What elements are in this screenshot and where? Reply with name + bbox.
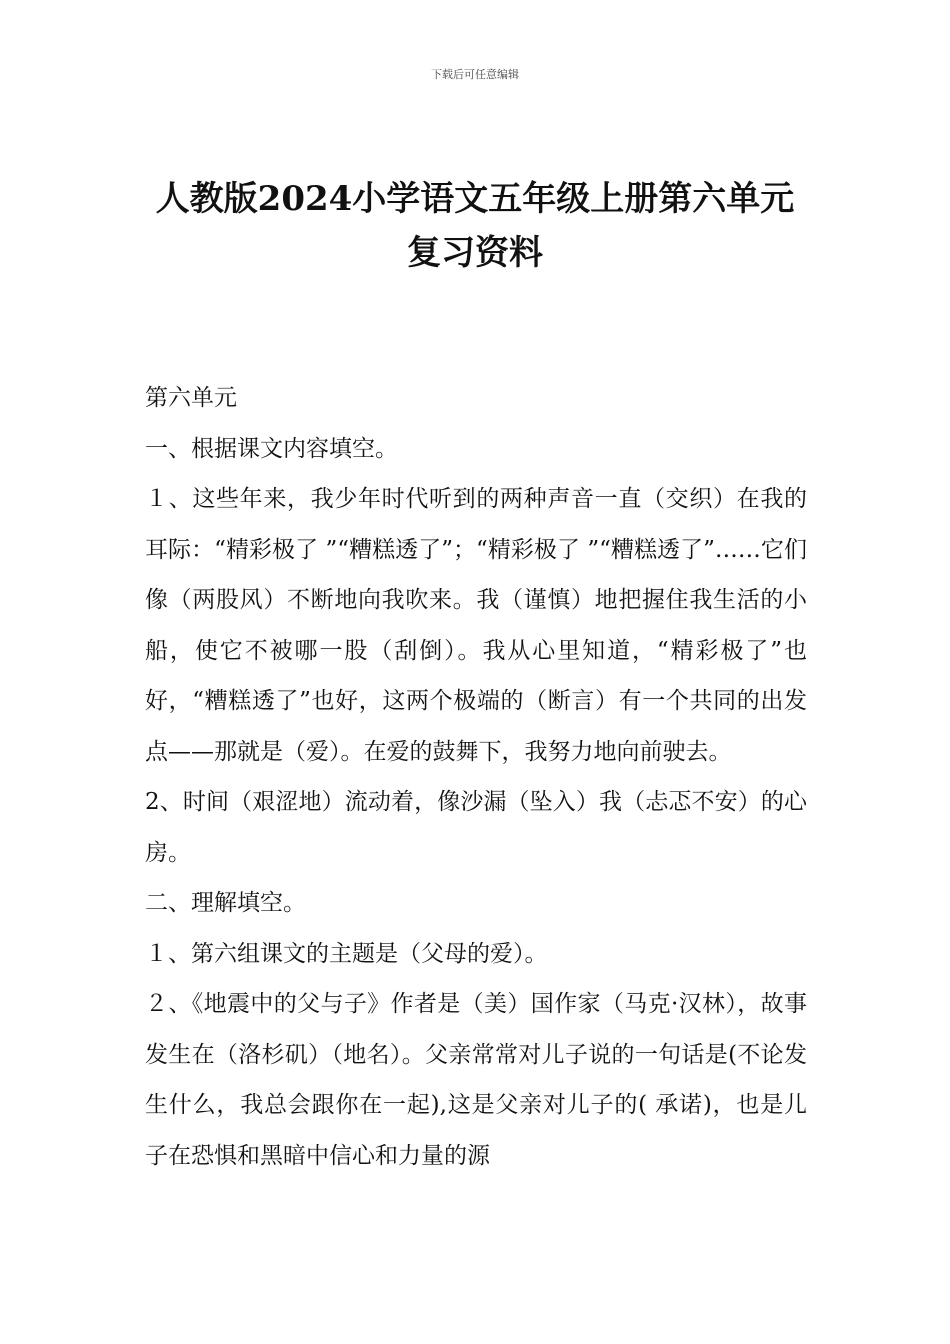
paragraph-item-2: 2、时间（艰涩地）流动着，像沙漏（坠入）我（忐忑不安）的心房。 [145, 789, 807, 866]
title-line-1: 人教版2024小学语文五年级上册第六单元 [155, 179, 795, 219]
section-heading-fill: 一、根据课文内容填空。 [145, 435, 398, 462]
title-line-2: 复习资料 [407, 233, 543, 273]
document-title [145, 172, 805, 280]
section-heading-unit: 第六单元 [145, 385, 237, 411]
section-heading-understand: 二、理解填空。 [145, 890, 306, 916]
paragraph-item-1: １、这些年来，我少年时代听到的两种声音一直（交织）在我的耳际：“精彩极了 ”“糟糕透了”；“精彩极了 ”“糟糕透了”……它们像（两股风）不断地向我吹来。我（谨慎）地把握住我生活的小船，使它不被哪一股（刮倒）。我从心里知道，“精彩极了”也好，“糟糕透了”也好，这两个极端的（断言）有一个共同的出发点——那就是（爱）。在爱的鼓舞下，我努力地向前驶去。 [145, 486, 807, 765]
header-note: 下载后可任意编辑 [431, 68, 519, 81]
document-body [145, 373, 807, 1181]
paragraph-understand-1: １、第六组课文的主题是（父母的爱）。 [145, 940, 548, 967]
paragraph-understand-2: ２、《地震中的父与子》作者是（美）国作家（马克·汉林），故事发生在（洛杉矶）（地名）。父亲常常对儿子说的一句话是(不论发生什么，我总会跟你在一起),这是父亲对儿子的( 承诺)，也是儿子在恐惧和黑暗中信心和力量的源 [145, 991, 807, 1169]
